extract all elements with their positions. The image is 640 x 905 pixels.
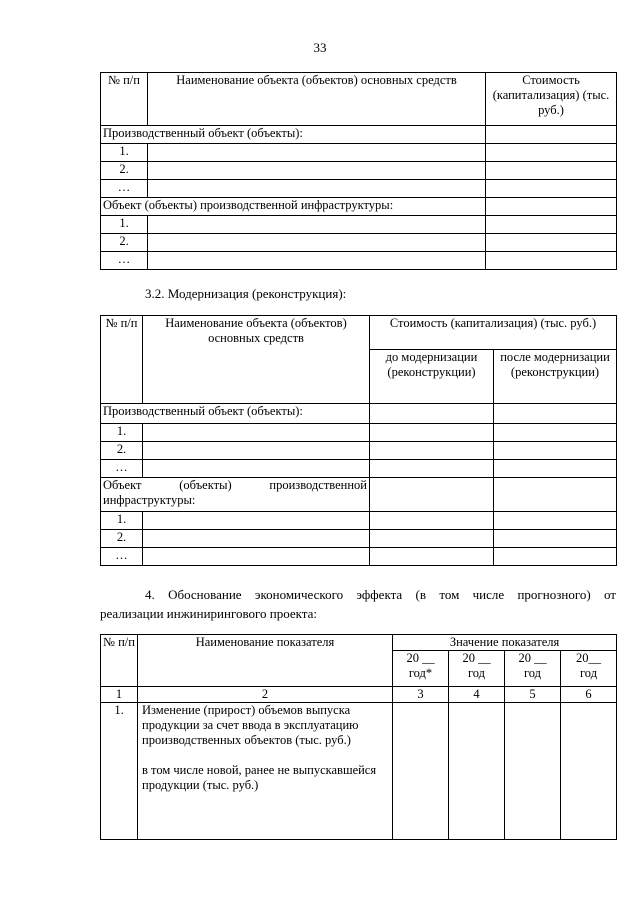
row-number: … [101,460,143,478]
row-number: 2. [101,530,143,548]
row-number: 1. [101,703,138,840]
indicator-text-sub: в том числе новой, ранее не выпускавшейся продукции (тыс. руб.) [142,763,377,792]
header-asset-name: Наименование объекта (объектов) основных средств [148,73,486,126]
row-number: … [101,548,143,566]
row-number: 1. [101,424,143,442]
column-index: 6 [561,687,617,703]
row-number: … [101,180,148,198]
fixed-assets-table [100,72,617,270]
header-before-modernization: до модернизации (реконструкции) [370,350,494,404]
row-number: 2. [101,234,148,252]
row-number: … [101,252,148,270]
header-year-3: 20 __ год [505,651,561,687]
header-year-2: 20 __ год [449,651,505,687]
section-infrastructure-line1: Объект (объекты) производственной [103,478,367,492]
row-number: 1. [101,144,148,162]
header-number: № п/п [101,73,148,126]
header-cost: Стоимость (капитализация) (тыс. руб.) [486,73,617,126]
header-number: № п/п [101,635,138,687]
row-number: 2. [101,442,143,460]
section-4-line1: 4. Обоснование экономического эффекта (в том числе прогнозного) от [145,587,616,602]
section-3-2-heading: 3.2. Модернизация (реконструкция): [145,286,347,301]
header-indicator-name: Наименование показателя [138,635,393,687]
column-index: 2 [138,687,393,703]
header-cost: Стоимость (капитализация) (тыс. руб.) [370,316,617,350]
row-number: 2. [101,162,148,180]
section-4-heading [100,585,616,623]
header-year-1: 20 __ год* [393,651,449,687]
indicator-text-main: Изменение (прирост) объемов выпуска продукции за счет ввода в эксплуатацию производственных объектов (тыс. руб.) [142,703,359,747]
section-infrastructure-line2: инфраструктуры: [103,493,196,507]
row-number: 1. [101,216,148,234]
header-after-modernization: после модернизации (реконструкции) [494,350,617,404]
column-index: 1 [101,687,138,703]
row-number: 1. [101,512,143,530]
section-infrastructure-objects: Объект (объекты) производственной инфраструктуры: [101,198,486,216]
section-4-line2: реализации инжинирингового проекта: [100,606,318,621]
economic-effect-table [100,634,617,840]
column-index: 3 [393,687,449,703]
modernization-table [100,315,617,566]
header-indicator-value: Значение показателя [393,635,617,651]
section-production-objects: Производственный объект (объекты): [101,404,370,424]
indicator-description [138,703,393,840]
column-index: 4 [449,687,505,703]
section-infrastructure-objects [101,478,370,512]
column-index: 5 [505,687,561,703]
page-number: 33 [313,40,327,55]
header-number: № п/п [101,316,143,404]
section-production-objects: Производственный объект (объекты): [101,126,486,144]
header-year-4: 20__ год [561,651,617,687]
header-asset-name: Наименование объекта (объектов) основных средств [143,316,370,404]
